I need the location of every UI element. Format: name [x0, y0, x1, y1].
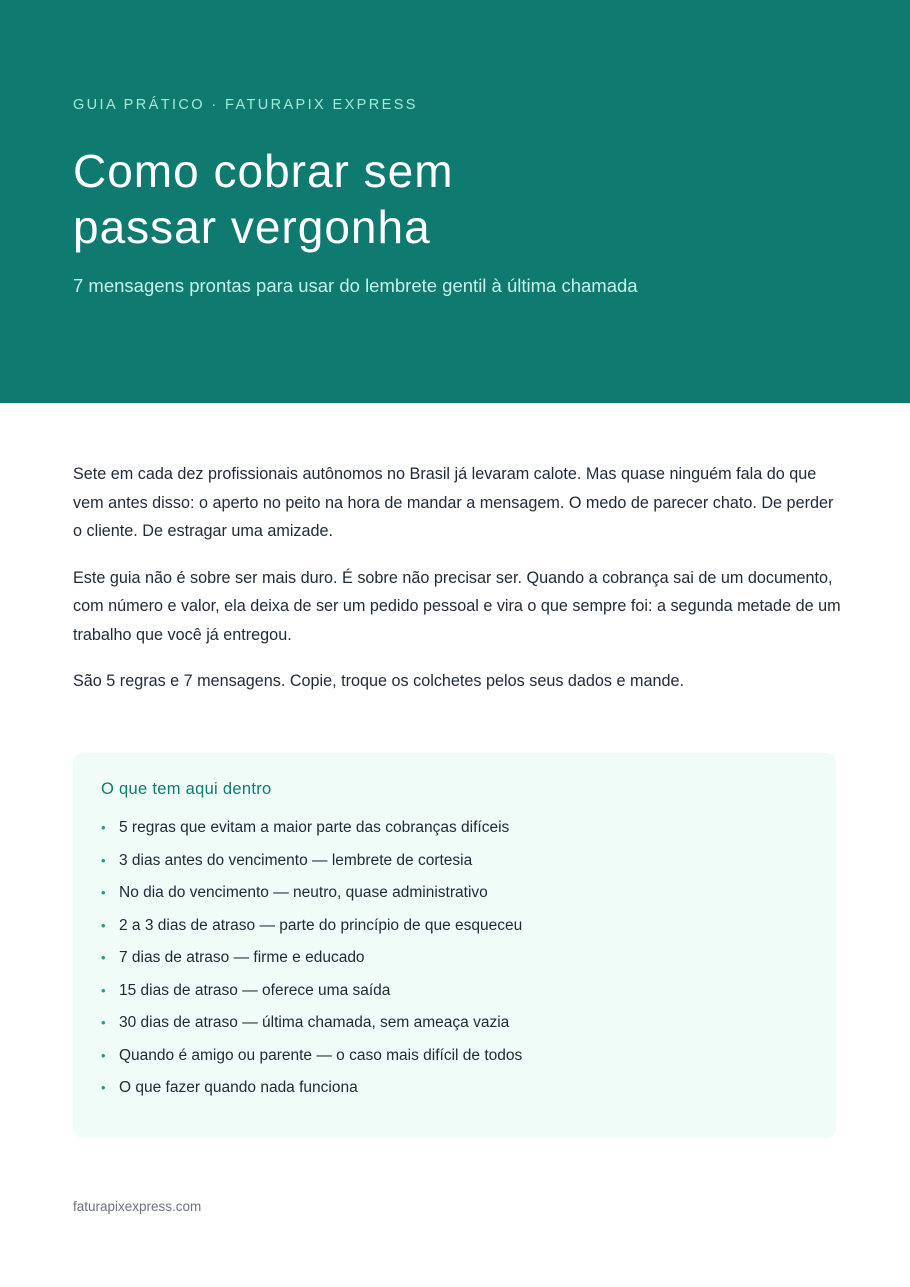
list-item-label: 5 regras que evitam a maior parte das cobranças difíceis [119, 819, 510, 836]
bullet-icon: • [101, 885, 106, 900]
hero-banner [0, 0, 910, 403]
list-item [101, 980, 522, 1013]
intro-paragraph: Este guia não é sobre ser mais duro. É sobre não precisar ser. Quando a cobrança sai de um documento, com número e valor, ela deixa de ser um pedido pessoal e vira o que sempre foi: a segunda metade de um trabalho que você já entregou. [73, 568, 841, 644]
table-of-contents [73, 753, 836, 1138]
list-item-label: 3 dias antes do vencimento — lembrete de cortesia [119, 851, 473, 869]
intro-section [73, 460, 843, 714]
bullet-icon: • [101, 852, 106, 868]
list-item-label: O que fazer quando nada funciona [119, 1079, 358, 1096]
bullet-icon: • [101, 982, 106, 998]
list-item-label: No dia do vencimento — neutro, quase administrativo [119, 884, 488, 901]
bullet-icon: • [101, 820, 106, 835]
intro-paragraph: São 5 regras e 7 mensagens. Copie, troque os colchetes pelos seus dados e mande. [73, 672, 685, 690]
list-item [101, 850, 522, 883]
list-item [101, 947, 522, 980]
eyebrow-label: GUIA PRÁTICO · FATURAPIX EXPRESS [73, 97, 418, 113]
footer-url: faturapixexpress.com [73, 1199, 202, 1214]
page-title [73, 143, 454, 255]
list-item-label: 15 dias de atraso — oferece uma saída [119, 981, 391, 999]
list-item-label: 2 a 3 dias de atraso — parte do princípio de que esqueceu [119, 916, 523, 934]
intro-paragraph: Sete em cada dez profissionais autônomos no Brasil já levaram calote. Mas quase ninguém fala do que vem antes disso: o aperto no peito na hora de mandar a mensagem. O medo de parecer chato. De perder o cliente. De estragar uma amizade. [73, 465, 834, 540]
list-item-label: 30 dias de atraso — última chamada, sem ameaça vazia [119, 1014, 510, 1031]
list-item [101, 1012, 522, 1045]
bullet-icon: • [101, 1080, 106, 1095]
list-item [101, 1077, 522, 1110]
bullet-icon: • [101, 1015, 106, 1030]
list-item-label: Quando é amigo ou parente — o caso mais difícil de todos [119, 1046, 523, 1064]
page-subtitle: 7 mensagens prontas para usar do lembrete gentil à última chamada [73, 275, 638, 296]
list-item [101, 1045, 522, 1078]
toc-title: O que tem aqui dentro [101, 780, 272, 798]
list-item [101, 915, 522, 948]
list-item-label: 7 dias de atraso — firme e educado [119, 949, 365, 966]
page-title-line: passar vergonha [73, 201, 431, 253]
page-title-line: Como cobrar sem [73, 145, 454, 197]
bullet-icon: • [101, 1047, 106, 1063]
bullet-icon: • [101, 950, 106, 965]
list-item [101, 882, 522, 915]
bullet-icon: • [101, 917, 106, 933]
list-item [101, 817, 522, 850]
toc-list [101, 817, 522, 1110]
